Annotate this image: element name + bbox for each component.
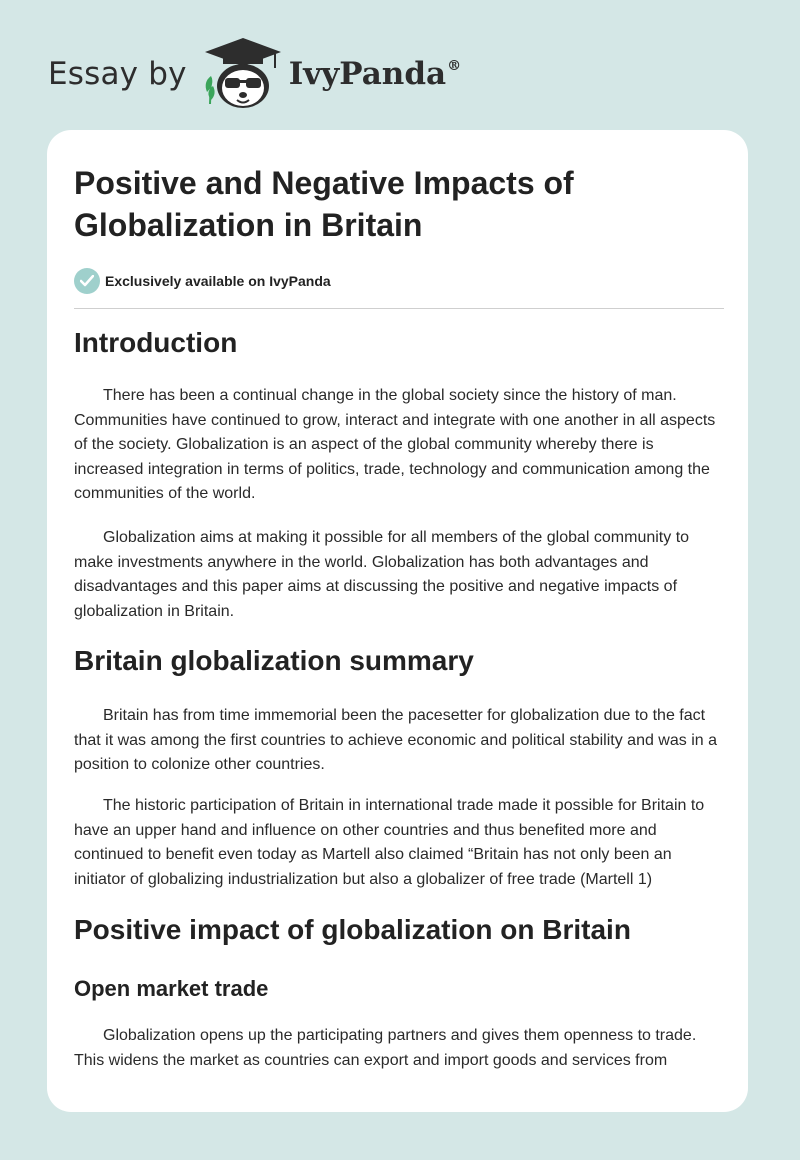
intro-paragraph-2: Globalization aims at making it possible for all members of the global community to make investments anywhere in the world. Globalization has both advantages and disadvantages and this paper aims at discussing the positive and negative impacts of globalization in Britain. bbox=[74, 529, 690, 620]
open-market-heading-wrap bbox=[74, 976, 724, 1002]
exclusive-badge bbox=[74, 268, 724, 294]
summary-paragraph-2: The historic participation of Britain in international trade made it possible for Britain to have an upper hand and influence on other countries and thus benefited more and continued to benefit even today as Martell also claimed “Britain has not only been an initiator of globalizing industrialization but also a globalizer of free trade (Martell 1) bbox=[74, 797, 705, 888]
title-line-1: Positive and Negative Impacts of bbox=[74, 165, 574, 201]
essay-by-label: Essay by bbox=[48, 56, 187, 92]
essay-title bbox=[74, 162, 724, 246]
summary-heading-wrap bbox=[74, 645, 724, 677]
open-market-paragraph-wrap bbox=[74, 1024, 724, 1073]
open-market-paragraph: Globalization opens up the participating partners and gives them openness to trade. This widens the market as countries can export and import goods and services from bbox=[74, 1027, 697, 1069]
summary-paragraph-1: Britain has from time immemorial been the pacesetter for globalization due to the fact that it was among the first countries to achieve economic and political stability and was in a position to colonize other countries. bbox=[74, 707, 717, 773]
essay-content bbox=[74, 162, 724, 309]
exclusive-label: Exclusively available on IvyPanda bbox=[105, 273, 331, 289]
summary-paragraph-1-wrap bbox=[74, 704, 724, 778]
intro-heading-wrap bbox=[74, 327, 724, 359]
positive-heading-wrap bbox=[74, 914, 724, 946]
brand-name[interactable]: IvyPanda® bbox=[288, 56, 462, 92]
intro-paragraph-1: There has been a continual change in the global society since the history of man. Communities have continued to grow, interact and integrate with one another in all aspects of the society. Globalization is an aspect of the global community whereby there is increased integration in terms of politics, trade, technology and communication among the communities of the world. bbox=[74, 387, 716, 502]
intro-paragraph-2-wrap bbox=[74, 526, 724, 624]
title-divider bbox=[74, 308, 724, 309]
registered-mark: ® bbox=[447, 58, 462, 74]
panda-logo-icon[interactable] bbox=[201, 34, 285, 114]
site-header bbox=[48, 34, 461, 114]
summary-heading: Britain globalization summary bbox=[74, 645, 474, 676]
summary-paragraph-2-wrap bbox=[74, 794, 724, 892]
intro-heading: Introduction bbox=[74, 327, 238, 358]
title-line-2: Globalization in Britain bbox=[74, 207, 423, 243]
essay-card bbox=[47, 130, 748, 1112]
intro-paragraph-1-wrap bbox=[74, 384, 724, 507]
open-market-heading: Open market trade bbox=[74, 976, 269, 1001]
check-icon bbox=[74, 268, 100, 294]
positive-impact-heading: Positive impact of globalization on Britain bbox=[74, 914, 631, 945]
